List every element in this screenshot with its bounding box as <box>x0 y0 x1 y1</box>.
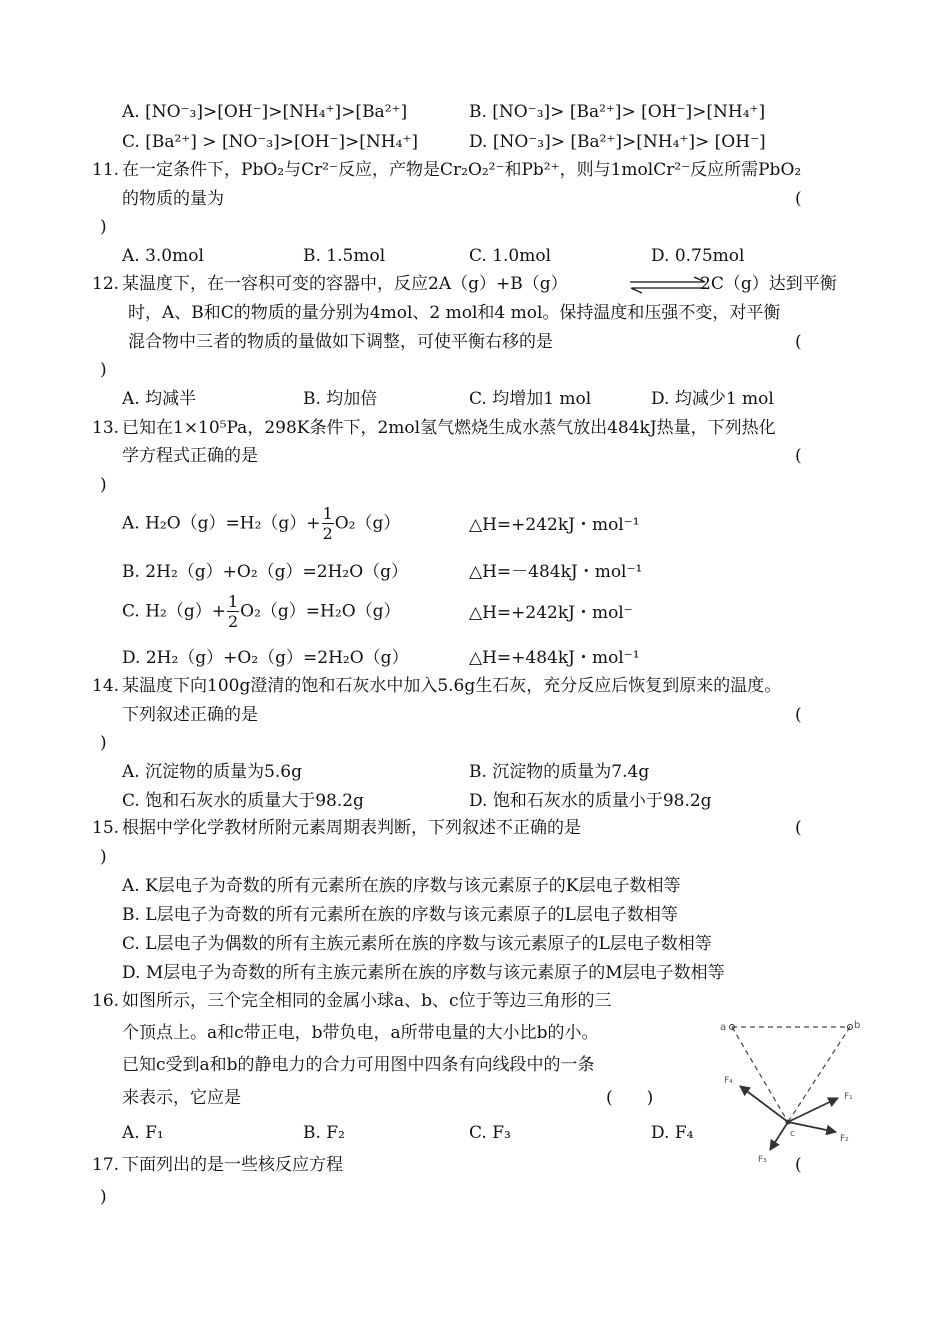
q12-number: 12. <box>92 274 120 294</box>
q12-answer-paren-open: ( <box>795 332 802 352</box>
q17-stem-line1: 下面列出的是一些核反应方程 <box>122 1155 343 1175</box>
q11-option-a: A. 3.0mol <box>122 246 204 266</box>
label-f3: F₃ <box>758 1155 767 1165</box>
q12-stem-line3: 混合物中三者的物质的量做如下调整，可使平衡右移的是 <box>128 332 553 352</box>
q12-stem-line2: 时，A、B和C的物质的量分别为4mol、2 mol和4 mol。保持温度和压强不变，对平衡 <box>128 303 781 323</box>
label-b: b <box>854 1020 861 1031</box>
equilibrium-arrow-icon <box>628 276 708 294</box>
q10-option-d: D. [NO⁻₃]> [Ba²⁺]>[NH₄⁺]> [OH⁻] <box>469 132 766 152</box>
q11-option-d: D. 0.75mol <box>651 246 745 266</box>
q13-answer-paren-open: ( <box>795 446 802 466</box>
force-f3-arrow <box>770 1122 788 1150</box>
q16-stem-line4: 来表示，它应是 <box>122 1088 241 1108</box>
q16-answer-paren: ( ) <box>606 1088 654 1108</box>
q10-option-a: A. [NO⁻₃]>[OH⁻]>[NH₄⁺]>[Ba²⁺] <box>122 102 408 122</box>
q13-option-d: D. 2H₂（g）+O₂（g）=2H₂O（g） <box>122 648 409 668</box>
q11-answer-paren-close: ) <box>100 217 107 237</box>
q16-stem-line2: 个顶点上。a和c带正电，b带负电，a所带电量的大小比b的小。 <box>122 1023 599 1043</box>
q12-option-b: B. 均加倍 <box>303 389 378 409</box>
q13-answer-paren-close: ) <box>100 475 107 495</box>
triangle-side-ac <box>732 1027 788 1122</box>
q16-option-d: D. F₄ <box>651 1123 694 1143</box>
q10-option-b: B. [NO⁻₃]> [Ba²⁺]> [OH⁻]>[NH₄⁺] <box>469 102 766 122</box>
q12-answer-paren-close: ) <box>100 360 107 380</box>
q13-option-c-rhs: O₂（g）=H₂O（g） <box>240 601 401 622</box>
q16-stem-line1: 如图所示，三个完全相同的金属小球a、b、c位于等边三角形的三 <box>122 991 612 1011</box>
q13-option-c <box>122 594 401 630</box>
q17-answer-paren-open: ( <box>795 1155 802 1175</box>
q12-option-d: D. 均减少1 mol <box>651 389 774 409</box>
q13-option-c-enthalpy: △H=+242kJ・mol⁻ <box>469 603 633 623</box>
q16-option-a: A. F₁ <box>122 1123 164 1143</box>
q16-stem-line3: 已知c受到a和b的静电力的合力可用图中四条有向线段中的一条 <box>122 1055 595 1075</box>
q14-option-b: B. 沉淀物的质量为7.4g <box>469 762 650 782</box>
q10-option-c: C. [Ba²⁺] > [NO⁻₃]>[OH⁻]>[NH₄⁺] <box>122 132 419 152</box>
q15-option-b: B. L层电子为奇数的所有元素所在族的序数与该元素原子的L层电子数相等 <box>122 905 678 925</box>
q14-stem-line1: 某温度下向100g澄清的饱和石灰水中加入5.6g生石灰，充分反应后恢复到原来的温度。 <box>122 676 782 696</box>
q15-answer-paren-close: ) <box>100 847 107 867</box>
fraction-denominator: 2 <box>227 612 239 631</box>
q15-option-a: A. K层电子为奇数的所有元素所在族的序数与该元素原子的K层电子数相等 <box>122 876 681 896</box>
fraction-one-half <box>227 594 239 630</box>
q11-number: 11. <box>92 160 120 180</box>
q13-stem-line1: 已知在1×10⁵Pa，298K条件下，2mol氢气燃烧生成水蒸气放出484kJ热量，下列热化 <box>122 418 776 438</box>
q11-option-c: C. 1.0mol <box>469 246 552 266</box>
q15-number: 15. <box>92 818 120 838</box>
q11-answer-paren-open: ( <box>795 189 802 209</box>
q14-answer-paren-close: ) <box>100 733 107 753</box>
q12-option-c: C. 均增加1 mol <box>469 389 592 409</box>
q13-option-a-enthalpy: △H=+242kJ・mol⁻¹ <box>469 515 640 535</box>
q13-option-c-lhs: C. H₂（g）+ <box>122 601 226 622</box>
fraction-numerator: 1 <box>322 504 333 523</box>
q11-stem-line1: 在一定条件下，PbO₂与Cr²⁻反应，产物是Cr₂O₂²⁻和Pb²⁺，则与1molCr²⁻反应所需PbO₂ <box>122 160 802 180</box>
q14-answer-paren-open: ( <box>795 705 802 725</box>
q15-option-c: C. L层电子为偶数的所有主族元素所在族的序数与该元素原子的L层电子数相等 <box>122 934 712 954</box>
fraction-numerator: 1 <box>227 592 239 611</box>
q13-option-a <box>122 506 400 542</box>
q13-stem-line2: 学方程式正确的是 <box>122 446 258 466</box>
q13-option-d-enthalpy: △H=+484kJ・mol⁻¹ <box>469 648 640 668</box>
q15-stem-line1: 根据中学化学教材所附元素周期表判断，下列叙述不正确的是 <box>122 818 581 838</box>
q14-option-a: A. 沉淀物的质量为5.6g <box>122 762 303 782</box>
q11-stem-line2: 的物质的量为 <box>122 189 224 209</box>
q13-number: 13. <box>92 418 120 438</box>
q13-option-b: B. 2H₂（g）+O₂（g）=2H₂O（g） <box>122 562 409 582</box>
force-f4-arrow <box>740 1086 788 1122</box>
q17-number: 17. <box>92 1155 120 1175</box>
q15-answer-paren-open: ( <box>795 818 802 838</box>
fraction-denominator: 2 <box>322 524 333 543</box>
force-f2-arrow <box>788 1122 836 1132</box>
q14-number: 14. <box>92 676 120 696</box>
label-f4: F₄ <box>724 1076 733 1086</box>
q16-number: 16. <box>92 991 120 1011</box>
label-f1: F₁ <box>844 1092 853 1102</box>
q13-option-a-lhs: A. H₂O（g）=H₂（g）+ <box>122 513 321 534</box>
q13-option-b-enthalpy: △H=－484kJ・mol⁻¹ <box>469 562 643 582</box>
q14-option-c: C. 饱和石灰水的质量大于98.2g <box>122 791 364 811</box>
q12-stem-line1-pre: 某温度下，在一容积可变的容器中，反应2A（g）+B（g） <box>122 274 568 294</box>
q11-option-b: B. 1.5mol <box>303 246 386 266</box>
q12-stem-line1-post: 2C（g）达到平衡 <box>700 274 837 294</box>
q16-force-diagram <box>710 1010 870 1170</box>
q15-option-d: D. M层电子为奇数的所有主族元素所在族的序数与该元素原子的M层电子数相等 <box>122 963 725 983</box>
q13-option-a-rhs: O₂（g） <box>334 513 401 534</box>
q14-option-d: D. 饱和石灰水的质量小于98.2g <box>469 791 712 811</box>
q14-stem-line2: 下列叙述正确的是 <box>122 705 258 725</box>
label-f2: F₂ <box>840 1134 849 1144</box>
q17-answer-paren-close: ) <box>100 1187 107 1207</box>
q12-option-a: A. 均减半 <box>122 389 197 409</box>
q16-option-b: B. F₂ <box>303 1123 345 1143</box>
q16-option-c: C. F₃ <box>469 1123 511 1143</box>
label-c: c <box>790 1129 795 1139</box>
fraction-one-half <box>322 506 334 542</box>
label-a: a <box>720 1022 727 1033</box>
